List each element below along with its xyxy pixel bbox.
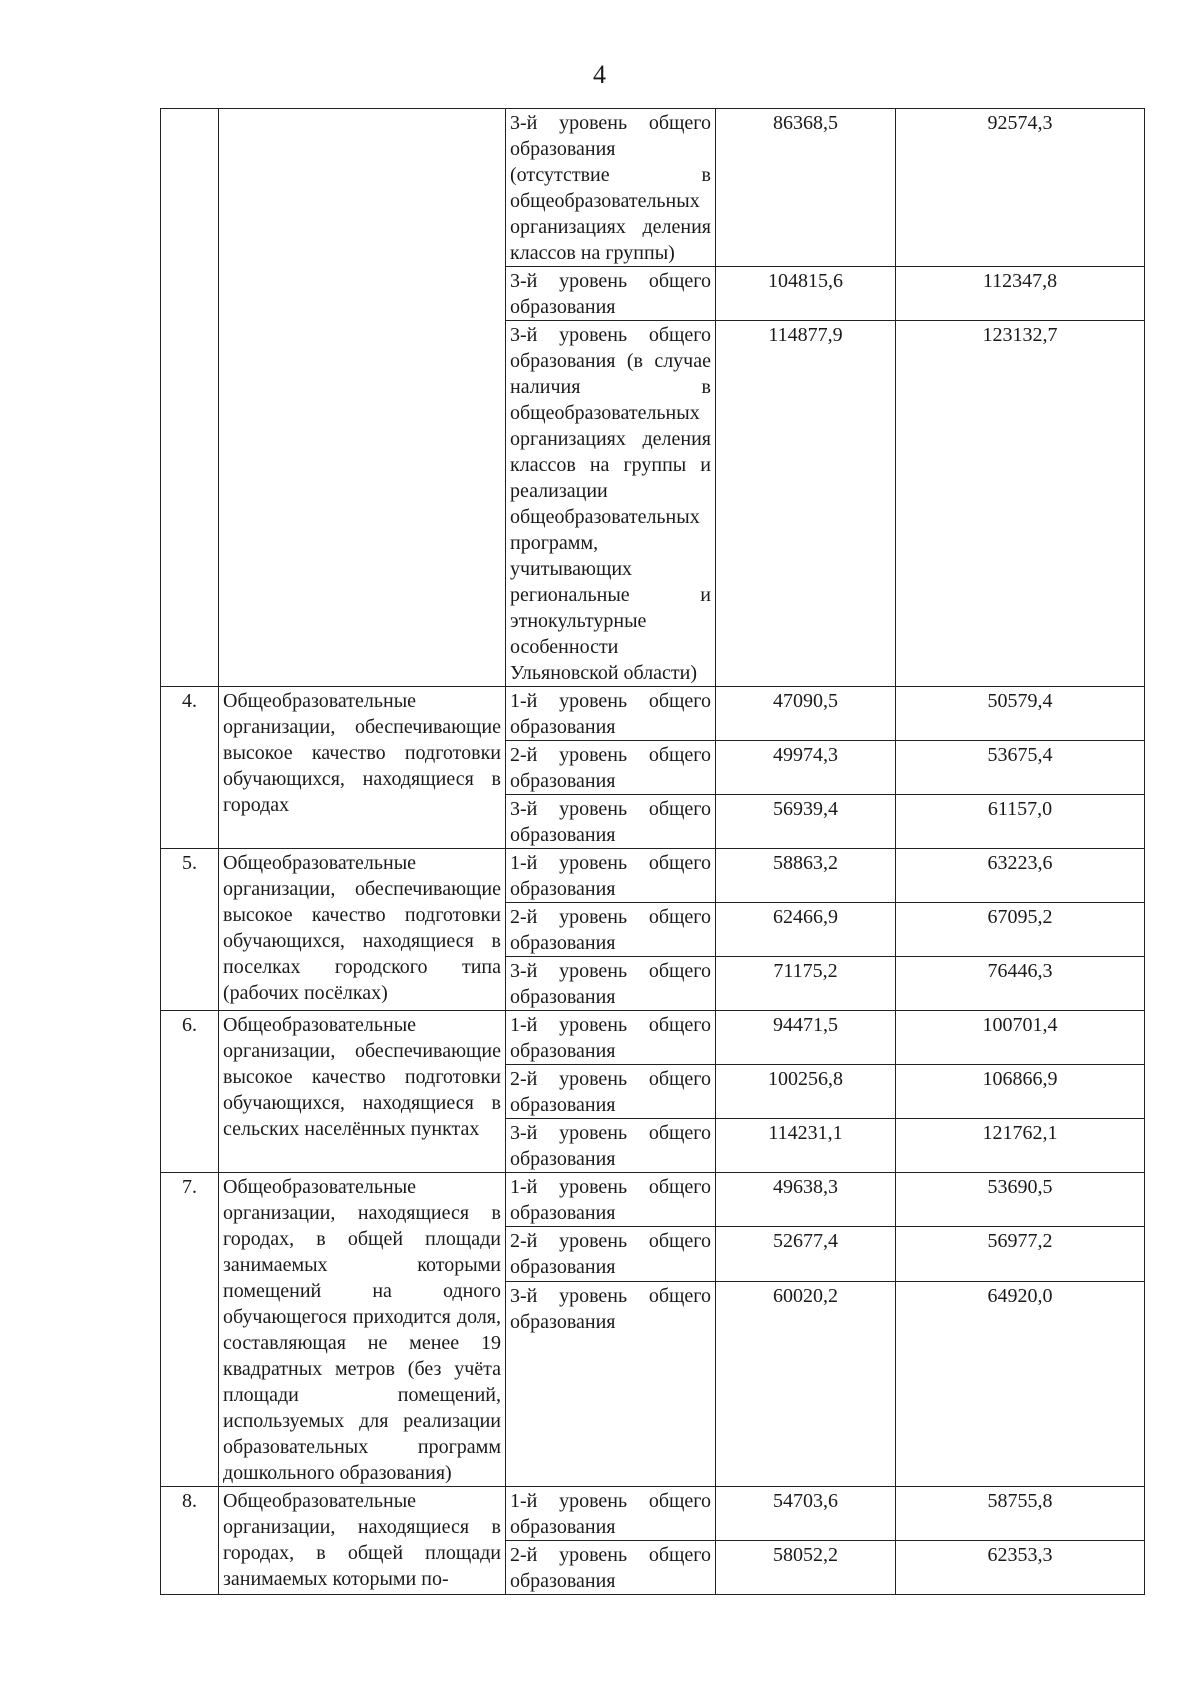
value-cell: 67095,2 [896,903,1145,957]
table-row [161,1487,1145,1541]
value-cell: 76446,3 [896,957,1145,1011]
value-cell: 58052,2 [716,1541,896,1595]
education-level: 3-й уровень общего образования [506,957,716,1011]
education-level: 3-й уровень общего образования [506,267,716,321]
education-level: 2-й уровень общего образования [506,1065,716,1119]
value-cell: 121762,1 [896,1119,1145,1173]
value-cell: 58755,8 [896,1487,1145,1541]
education-level: 2-й уровень общего образования [506,741,716,795]
row-number: 7. [161,1173,219,1487]
row-number [161,109,219,687]
organization-type: Общеобразовательные организации, находящиеся в городах, в общей площади занимаемых которыми помещений на одного обучающегося приходится доля, составляющая не менее 19 квадратных метров (без учёта площади помещений, используемых для реализации образовательных программ дошкольного образования) [219,1173,506,1487]
value-cell: 49638,3 [716,1173,896,1227]
value-cell: 100256,8 [716,1065,896,1119]
row-number: 5. [161,849,219,1011]
education-level: 2-й уровень общего образования [506,903,716,957]
organization-type: Общеобразовательные организации, обеспечивающие высокое качество подготовки обучающихся, находящиеся в городах [219,687,506,849]
value-cell: 123132,7 [896,321,1145,687]
value-cell: 106866,9 [896,1065,1145,1119]
table-row [161,849,1145,903]
value-cell: 62466,9 [716,903,896,957]
education-level: 1-й уровень общего образования [506,1011,716,1065]
value-cell: 53675,4 [896,741,1145,795]
value-cell: 60020,2 [716,1281,896,1486]
organization-type [219,109,506,687]
value-cell: 100701,4 [896,1011,1145,1065]
value-cell: 58863,2 [716,849,896,903]
organization-type: Общеобразовательные организации, находящиеся в городах, в общей площади занимаемых которыми по- [219,1487,506,1595]
education-level: 2-й уровень общего образования [506,1227,716,1281]
row-number: 6. [161,1011,219,1173]
value-cell: 114231,1 [716,1119,896,1173]
table-row [161,109,1145,267]
value-cell: 86368,5 [716,109,896,267]
education-level: 3-й уровень общего образования [506,1119,716,1173]
row-number: 4. [161,687,219,849]
value-cell: 49974,3 [716,741,896,795]
value-cell: 56939,4 [716,795,896,849]
value-cell: 94471,5 [716,1011,896,1065]
education-level: 1-й уровень общего образования [506,1173,716,1227]
value-cell: 62353,3 [896,1541,1145,1595]
value-cell: 52677,4 [716,1227,896,1281]
organization-type: Общеобразовательные организации, обеспечивающие высокое качество подготовки обучающихся, находящиеся в сельских населённых пунктах [219,1011,506,1173]
value-cell: 61157,0 [896,795,1145,849]
education-level: 3-й уровень общего образования [506,795,716,849]
page-number: 4 [593,60,607,89]
education-level: 3-й уровень общего образования (отсутствие в общеобразовательных организациях деления классов на группы) [506,109,716,267]
value-cell: 56977,2 [896,1227,1145,1281]
table-row [161,1173,1145,1227]
funding-table [160,108,1145,1595]
value-cell: 63223,6 [896,849,1145,903]
value-cell: 53690,5 [896,1173,1145,1227]
value-cell: 104815,6 [716,267,896,321]
value-cell: 50579,4 [896,687,1145,741]
row-number: 8. [161,1487,219,1595]
value-cell: 47090,5 [716,687,896,741]
value-cell: 64920,0 [896,1281,1145,1486]
value-cell: 114877,9 [716,321,896,687]
organization-type: Общеобразовательные организации, обеспечивающие высокое качество подготовки обучающихся, находящиеся в поселках городского типа (рабочих посёлках) [219,849,506,1011]
education-level: 3-й уровень общего образования [506,1281,716,1486]
value-cell: 71175,2 [716,957,896,1011]
table-row [161,687,1145,741]
value-cell: 54703,6 [716,1487,896,1541]
education-level: 2-й уровень общего образования [506,1541,716,1595]
education-level: 1-й уровень общего образования [506,1487,716,1541]
value-cell: 92574,3 [896,109,1145,267]
education-level: 1-й уровень общего образования [506,849,716,903]
value-cell: 112347,8 [896,267,1145,321]
education-level: 1-й уровень общего образования [506,687,716,741]
table-row [161,1011,1145,1065]
education-level: 3-й уровень общего образования (в случае наличия в общеобразовательных организациях деления классов на группы и реализации общеобразовательных программ, учитывающих региональные и этнокультурные особенности Ульяновской области) [506,321,716,687]
